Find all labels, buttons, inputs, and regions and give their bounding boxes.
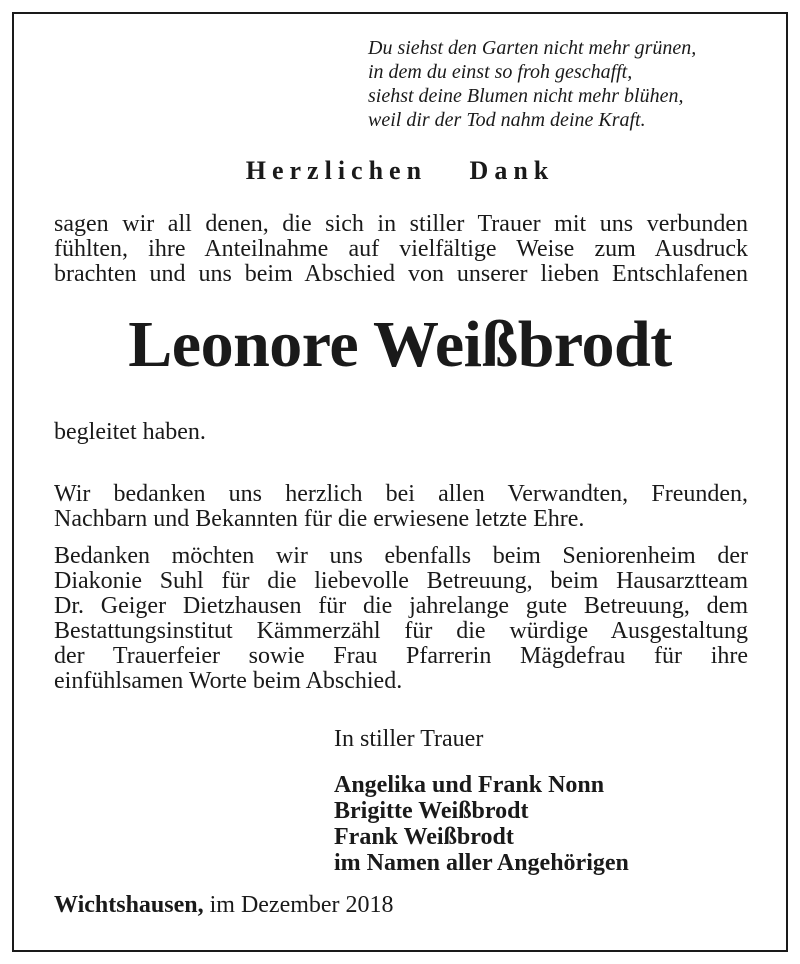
mourners-list bbox=[334, 772, 629, 876]
thanks-heading: Herzlichen Dank bbox=[245, 156, 555, 185]
thanks-line: Dr. Geiger Dietzhausen für die jahrelange gute Betreuung, dem bbox=[54, 593, 748, 619]
place-city: Wichtshausen, bbox=[54, 892, 204, 918]
intro-line: sagen wir all denen, die sich in stiller Trauer mit uns verbunden bbox=[54, 211, 748, 237]
thanks-paragraph-1 bbox=[54, 482, 748, 532]
thanks-line: Wir bedanken uns herzlich bei allen Verwandten, Freunden, bbox=[54, 481, 748, 507]
memorial-poem bbox=[368, 36, 696, 132]
intro-line: brachten und uns beim Abschied von unserer lieben Entschlafenen bbox=[54, 261, 748, 287]
place-and-date bbox=[54, 892, 394, 918]
mourner-name: Angelika und Frank Nonn bbox=[334, 772, 605, 798]
mourner-name: Frank Weißbrodt bbox=[334, 824, 514, 850]
intro-paragraph bbox=[54, 212, 748, 287]
thanks-line: Bedanken möchten wir uns ebenfalls beim Seniorenheim der bbox=[54, 543, 748, 569]
mourner-name: Brigitte Weißbrodt bbox=[334, 798, 529, 824]
thanks-line: Bestattungsinstitut Kämmerzähl für die würdige Ausgestaltung bbox=[54, 618, 748, 644]
thanks-line: der Trauerfeier sowie Frau Pfarrerin Mägdefrau für ihre bbox=[54, 643, 748, 669]
deceased-name: Leonore Weißbrodt bbox=[128, 308, 672, 381]
after-name-text: begleitet haben. bbox=[54, 419, 206, 445]
poem-line: weil dir der Tod nahm deine Kraft. bbox=[368, 109, 646, 131]
thanks-paragraph-2 bbox=[54, 544, 748, 694]
poem-line: in dem du einst so froh geschafft, bbox=[368, 61, 633, 83]
signoff-block bbox=[334, 726, 629, 876]
thanks-line: einfühlsamen Worte beim Abschied. bbox=[54, 668, 403, 694]
mourner-name: im Namen aller Angehörigen bbox=[334, 850, 629, 876]
obituary-notice bbox=[12, 12, 788, 952]
place-date: im Dezember 2018 bbox=[209, 892, 394, 918]
intro-line: fühlten, ihre Anteilnahme auf vielfältige Weise zum Ausdruck bbox=[54, 236, 748, 262]
poem-line: Du siehst den Garten nicht mehr grünen, bbox=[368, 37, 697, 59]
signoff-intro: In stiller Trauer bbox=[334, 726, 484, 752]
thanks-line: Diakonie Suhl für die liebevolle Betreuung, beim Hausarztteam bbox=[54, 568, 748, 594]
poem-line: siehst deine Blumen nicht mehr blühen, bbox=[368, 85, 684, 107]
thanks-line: Nachbarn und Bekannten für die erwiesene letzte Ehre. bbox=[54, 506, 585, 532]
